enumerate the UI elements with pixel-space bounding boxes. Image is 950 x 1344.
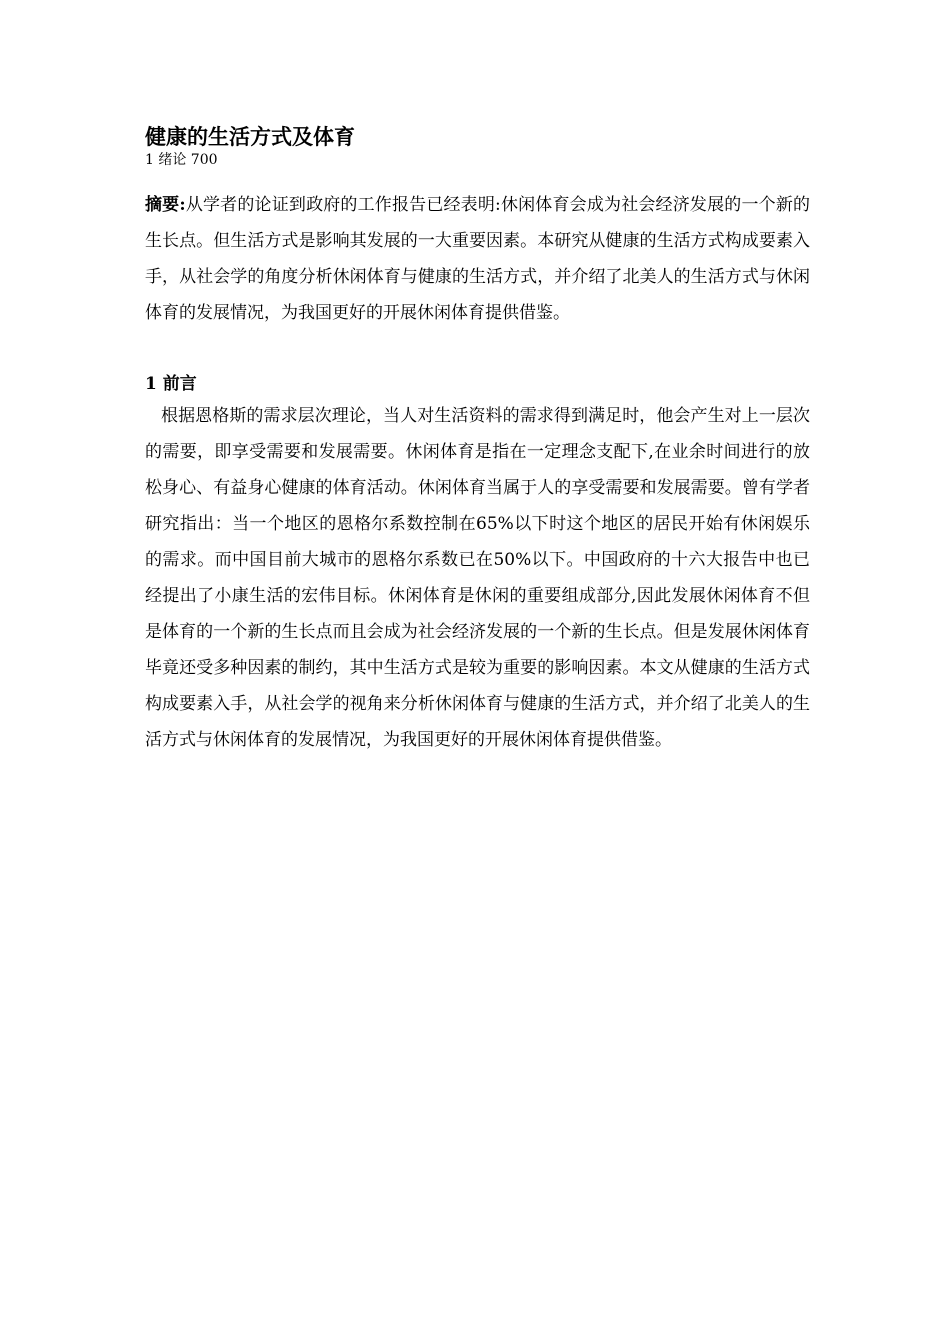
document-title: 健康的生活方式及体育	[145, 125, 355, 149]
abstract-text: 从学者的论证到政府的工作报告已经表明:休闲体育会成为社会经济发展的一个新的生长点。但生活方式是影响其发展的一大重要因素。本研究从健康的生活方式构成要素入手，从社会学的角度分析休闲体育与健康的生活方式，并介绍了北美人的生活方式与休闲体育的发展情况，为我国更好的开展休闲体育提供借鉴。	[145, 195, 810, 323]
document-page	[145, 120, 810, 758]
abstract-paragraph	[145, 187, 810, 331]
abstract-label: 摘要:	[145, 195, 186, 215]
section-body-paragraph: 根据恩格斯的需求层次理论，当人对生活资料的需求得到满足时，他会产生对上一层次的需要，即享受需要和发展需要。休闲体育是指在一定理念支配下,在业余时间进行的放松身心、有益身心健康的体育活动。休闲体育当属于人的享受需要和发展需要。曾有学者研究指出：当一个地区的恩格尔系数控制在65%以下时这个地区的居民开始有休闲娱乐的需求。而中国目前大城市的恩格尔系数已在50%以下。中国政府的十六大报告中也已经提出了小康生活的宏伟目标。休闲体育是休闲的重要组成部分,因此发展休闲体育不但是体育的一个新的生长点而且会成为社会经济发展的一个新的生长点。但是发展休闲体育毕竟还受多种因素的制约，其中生活方式是较为重要的影响因素。本文从健康的生活方式构成要素入手，从社会学的视角来分析休闲体育与健康的生活方式，并介绍了北美人的生活方式与休闲体育的发展情况，为我国更好的开展休闲体育提供借鉴。	[145, 406, 810, 750]
document-subtitle: 1 绪论 700	[145, 152, 218, 168]
section-heading: 1 前言	[145, 374, 197, 394]
section-introduction	[145, 371, 810, 758]
